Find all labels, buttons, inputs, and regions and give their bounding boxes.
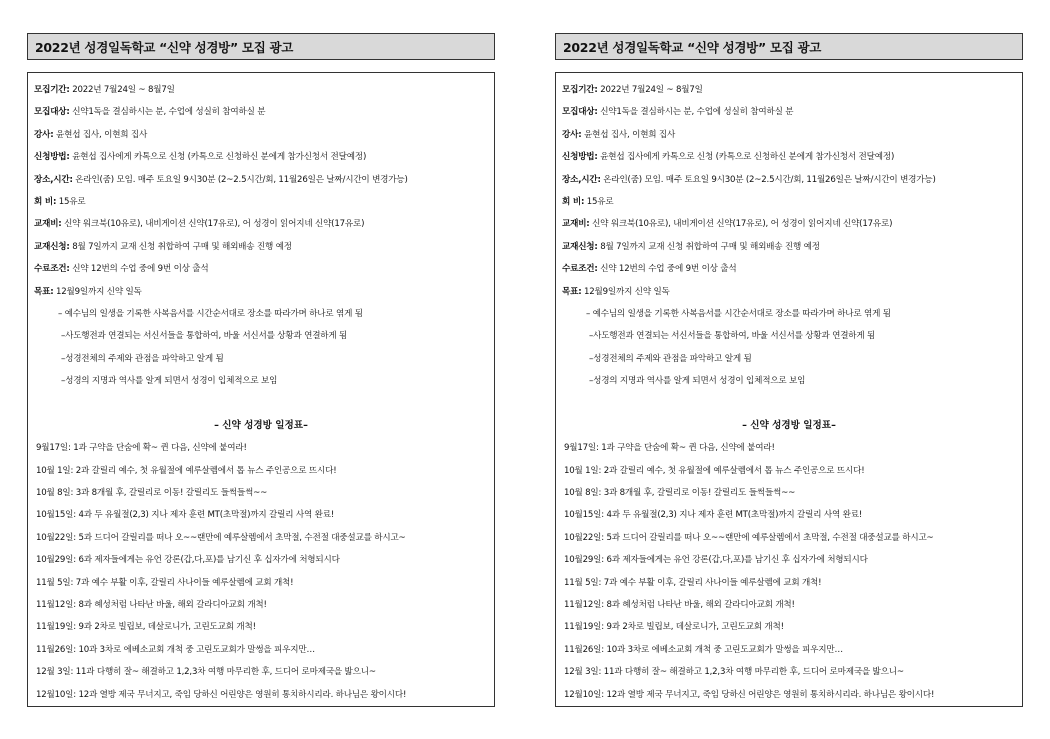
schedule-title: – 신약 성경방 일정표–	[742, 419, 836, 431]
info-fee: 회 비: 15유로	[34, 196, 86, 207]
info-instructor: 강사: 윤현섭 집사, 이현희 집사	[34, 129, 148, 140]
info-completion: 수료조건: 신약 12번의 수업 중에 9번 이상 출석	[562, 264, 737, 275]
schedule-item: 12월10일: 12과 열방 제국 무너지고, 죽임 당하신 어린양은 영원히 통치하시리라. 하나님은 왕이시다!	[564, 689, 935, 700]
schedule-item: 11월 5일: 7과 예수 부활 이후, 갈릴리 사나이들 예루살렘에 교회 개척!	[564, 577, 822, 588]
schedule-item: 10월 1일: 2과 갈릴리 예수, 첫 유월절에 예루살렘에서 톱 뉴스 주인공으로 뜨시다!	[564, 465, 865, 476]
schedule-item: 12월 3일: 11과 다행히 잘~ 해결하고 1,2,3차 여행 마무리한 후, 드디어 로마제국을 밟으니~	[36, 667, 376, 678]
schedule-item: 11월19일: 9과 2차로 빌립보, 데살로니가, 고린도교회 개척!	[36, 622, 256, 633]
notice-body	[27, 72, 495, 707]
notice-left	[27, 33, 495, 707]
info-apply: 신청방법: 윤현섭 집사에게 카톡으로 신청 (카톡으로 신청하신 분에게 참가신청서 전달예정)	[562, 152, 895, 163]
info-place-time: 장소,시간: 온라인(줌) 모임. 매주 토요일 9시30분 (2~2.5시간/회, 11월26일은 날짜/시간이 변경가능)	[562, 174, 936, 185]
info-place-time: 장소,시간: 온라인(줌) 모임. 매주 토요일 9시30분 (2~2.5시간/회, 11월26일은 날짜/시간이 변경가능)	[34, 174, 408, 185]
info-instructor: 강사: 윤현섭 집사, 이현희 집사	[562, 129, 676, 140]
goal-item: –사도행전과 연결되는 서신서들을 통합하여, 바울 서신서를 상황과 연결하게 됨	[589, 331, 876, 342]
info-fee: 회 비: 15유로	[562, 196, 614, 207]
schedule-item: 12월10일: 12과 열방 제국 무너지고, 죽임 당하신 어린양은 영원히 통치하시리라. 하나님은 왕이시다!	[36, 689, 407, 700]
goal-item: –성경전체의 주제와 관점을 파악하고 알게 됨	[589, 353, 752, 364]
goal-item: –사도행전과 연결되는 서신서들을 통합하여, 바울 서신서를 상황과 연결하게 됨	[61, 331, 348, 342]
info-completion: 수료조건: 신약 12번의 수업 중에 9번 이상 출석	[34, 264, 209, 275]
goal-item: – 예수님의 일생을 기록한 사복음서를 시간순서대로 장소를 따라가며 하나로 엮게 됨	[586, 308, 891, 319]
schedule-item: 10월29일: 6과 제자들에게는 유언 강론(갑,다,포)를 남기신 후 십자가에 처형되시다	[564, 555, 868, 566]
schedule-item: 11월 5일: 7과 예수 부활 이후, 갈릴리 사나이들 예루살렘에 교회 개척!	[36, 577, 294, 588]
title-bar	[555, 33, 1023, 60]
notice-body	[555, 72, 1023, 707]
schedule-item: 12월 3일: 11과 다행히 잘~ 해결하고 1,2,3차 여행 마무리한 후, 드디어 로마제국을 밟으니~	[564, 667, 904, 678]
schedule-item: 11월19일: 9과 2차로 빌립보, 데살로니가, 고린도교회 개척!	[564, 622, 784, 633]
info-book-order: 교재신청: 8월 7일까지 교재 신청 취합하여 구매 및 해외배송 진행 예정	[562, 241, 820, 252]
schedule-item: 10월15일: 4과 두 유월절(2,3) 지나 제자 훈련 MT(초막절)까지 갈릴리 사역 완료!	[564, 510, 863, 521]
goal-item: – 예수님의 일생을 기록한 사복음서를 시간순서대로 장소를 따라가며 하나로 엮게 됨	[58, 308, 363, 319]
info-period: 모집기간: 2022년 7월24일 ~ 8월7일	[562, 85, 703, 95]
info-target: 모집대상: 신약1독을 결심하시는 분, 수업에 성실히 참여하실 분	[34, 107, 266, 118]
schedule-item: 11월26일: 10과 3차로 에베소교회 개척 중 고린도교회가 말썽을 피우지만…	[36, 644, 315, 655]
schedule-item: 10월29일: 6과 제자들에게는 유언 강론(갑,다,포)를 남기신 후 십자가에 처형되시다	[36, 555, 340, 566]
info-target: 모집대상: 신약1독을 결심하시는 분, 수업에 성실히 참여하실 분	[562, 107, 794, 118]
schedule-item: 11월12일: 8과 혜성처럼 나타난 바울, 해외 갈라디아교회 개척!	[36, 599, 267, 610]
schedule-item: 10월 8일: 3과 8개월 후, 갈릴리로 이동! 갈릴리도 들썩들썩~~	[564, 488, 796, 499]
notice-right	[555, 33, 1023, 707]
notice-title: 2022년 성경일독학교 “신약 성경방” 모집 광고	[563, 39, 822, 55]
info-book-cost: 교재비: 신약 워크북(10유로), 내비게이션 신약(17유로), 어 성경이 읽어지네 신약(17유로)	[34, 219, 365, 230]
schedule-item: 9월17일: 1과 구약을 단숨에 확~ 퀸 다음, 신약에 붙여라!	[36, 443, 247, 454]
goal-item: –성경의 지명과 역사를 알게 되면서 성경이 입체적으로 보임	[589, 376, 806, 387]
schedule-item: 10월15일: 4과 두 유월절(2,3) 지나 제자 훈련 MT(초막절)까지 갈릴리 사역 완료!	[36, 510, 335, 521]
schedule-item: 11월12일: 8과 혜성처럼 나타난 바울, 해외 갈라디아교회 개척!	[564, 599, 795, 610]
info-book-order: 교재신청: 8월 7일까지 교재 신청 취합하여 구매 및 해외배송 진행 예정	[34, 241, 292, 252]
goal-item: –성경의 지명과 역사를 알게 되면서 성경이 입체적으로 보임	[61, 376, 278, 387]
schedule-item: 10월 1일: 2과 갈릴리 예수, 첫 유월절에 예루살렘에서 톱 뉴스 주인공으로 뜨시다!	[36, 465, 337, 476]
schedule-item: 10월22일: 5과 드디어 갈릴리를 떠나 오~~랜만에 예루살렘에서 초막절, 수전절 대중설교를 하시고~	[564, 532, 934, 543]
info-goal: 목표: 12월9일까지 신약 일독	[34, 286, 142, 297]
info-period: 모집기간: 2022년 7월24일 ~ 8월7일	[34, 85, 175, 95]
schedule-item: 10월22일: 5과 드디어 갈릴리를 떠나 오~~랜만에 예루살렘에서 초막절, 수전절 대중설교를 하시고~	[36, 532, 406, 543]
goal-item: –성경전체의 주제와 관점을 파악하고 알게 됨	[61, 353, 224, 364]
notice-title: 2022년 성경일독학교 “신약 성경방” 모집 광고	[35, 39, 294, 55]
schedule-item: 9월17일: 1과 구약을 단숨에 확~ 퀸 다음, 신약에 붙여라!	[564, 443, 775, 454]
schedule-item: 11월26일: 10과 3차로 에베소교회 개척 중 고린도교회가 말썽을 피우지만…	[564, 644, 843, 655]
info-book-cost: 교재비: 신약 워크북(10유로), 내비게이션 신약(17유로), 어 성경이 읽어지네 신약(17유로)	[562, 219, 893, 230]
title-bar	[27, 33, 495, 60]
info-apply: 신청방법: 윤현섭 집사에게 카톡으로 신청 (카톡으로 신청하신 분에게 참가신청서 전달예정)	[34, 152, 367, 163]
info-goal: 목표: 12월9일까지 신약 일독	[562, 286, 670, 297]
schedule-title: – 신약 성경방 일정표–	[214, 419, 308, 431]
schedule-item: 10월 8일: 3과 8개월 후, 갈릴리로 이동! 갈릴리도 들썩들썩~~	[36, 488, 268, 499]
